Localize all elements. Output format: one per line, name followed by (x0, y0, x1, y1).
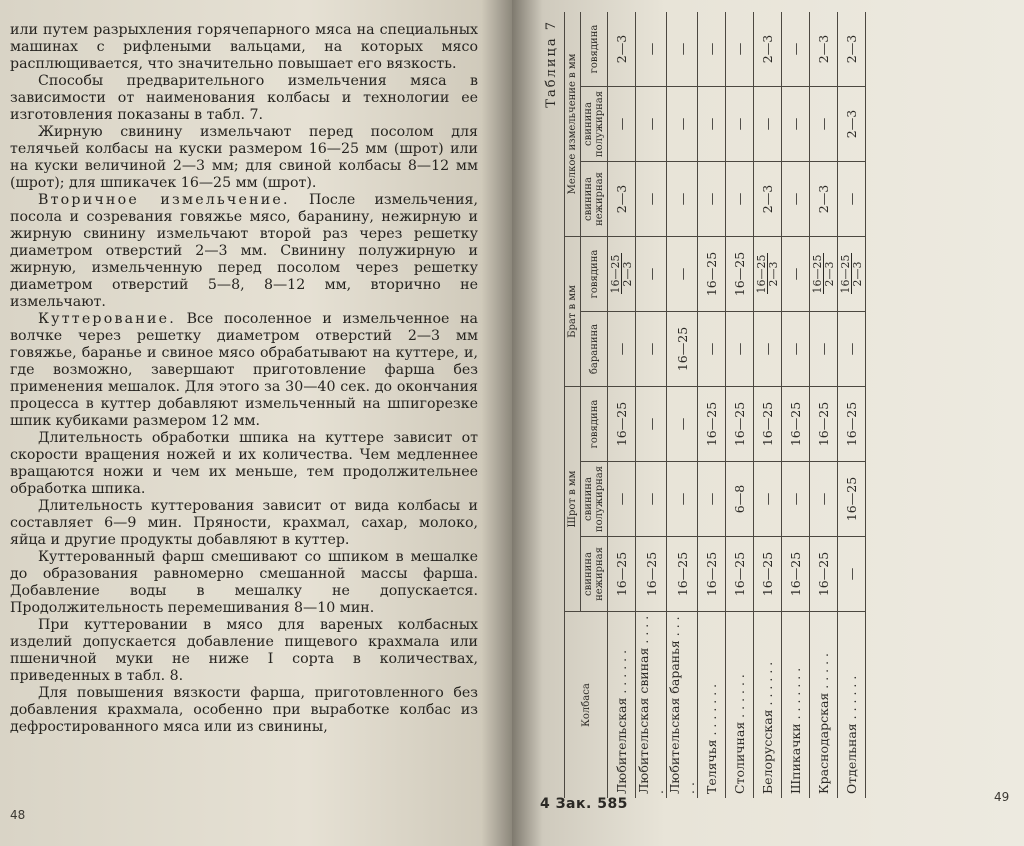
column-header: баранина (581, 312, 608, 387)
table-cell: — (754, 87, 782, 162)
col-header-sausage: Колбаса (565, 612, 608, 799)
table-7 (540, 12, 1002, 798)
table-caption: Таблица 7 (544, 20, 559, 108)
sausage-name: Любительская . . . . . . (608, 612, 636, 799)
table-cell: — (667, 462, 698, 537)
table-row (608, 12, 636, 798)
table-cell: 2—3 (608, 162, 636, 237)
table-cell: — (636, 387, 667, 462)
column-header: свинина нежирная (581, 537, 608, 612)
table-cell: 16—25 (838, 462, 866, 537)
table-cell: 16—25 (667, 537, 698, 612)
paragraph-text: Жирную свинину измельчают перед посолом для телячьей колбасы на куски размером 16—25 мм (шрот) или на куски величиной 2—3 мм; для свиной колбасы 8—12 мм (шрот); для шпикачек 16—25 мм (шрот). (10, 124, 478, 191)
table-cell: — (838, 312, 866, 387)
sausage-name: Белорусская . . . . . . (754, 612, 782, 799)
sausage-name: Столичная . . . . . . (726, 612, 754, 799)
table-cell: 16—25 (608, 387, 636, 462)
paragraph-lead: Куттерование. (38, 311, 176, 327)
table-cell: — (636, 162, 667, 237)
table-7-rotated (540, 12, 1002, 798)
table-cell: 16—25 (698, 237, 726, 312)
sausage-mincing-table (564, 12, 866, 798)
paragraph (10, 430, 478, 498)
column-header: говядина (581, 237, 608, 312)
sausage-name: Любительская баранья . . . . . (667, 612, 698, 799)
table-cell: 16—25 (754, 537, 782, 612)
table-row (754, 12, 782, 798)
table-cell: 16—25 (726, 387, 754, 462)
table-cell: — (698, 87, 726, 162)
table-cell: 2—3 (754, 162, 782, 237)
table-cell: 16—25 (810, 537, 838, 612)
table-cell: 16—25 (636, 537, 667, 612)
paragraph (10, 685, 478, 736)
table-cell: 6—8 (726, 462, 754, 537)
table-cell: 16—25 (782, 537, 810, 612)
group-header: Брат в мм (565, 237, 581, 387)
table-cell: — (754, 312, 782, 387)
table-cell: — (698, 162, 726, 237)
paragraph (10, 73, 478, 124)
paragraph (10, 124, 478, 192)
table-cell: — (608, 87, 636, 162)
table-cell: — (810, 87, 838, 162)
table-row (838, 12, 866, 798)
table-cell (754, 237, 782, 312)
table-cell: — (726, 87, 754, 162)
paragraph-text: После измельчения, посола и созревания говяжье мясо, баранину, нежирную и жирную свинину измельчают второй раз через решетку диаметром отверстий 2—3 мм. Свинину полужирную и жирную, измельченную перед посолом через решетку диаметром отверстий 5—8, 8—12 мм, вторично не измельчают. (10, 192, 478, 310)
paragraph-text: Способы предварительного измельчения мяса в зависимости от наименования колбасы и технологии ее изготовления показаны в табл. 7. (10, 73, 478, 123)
table-cell: — (636, 312, 667, 387)
table-cell: — (636, 237, 667, 312)
paragraph (10, 617, 478, 685)
table-row (698, 12, 726, 798)
table-cell: 16—25 (698, 387, 726, 462)
paragraph-text: Длительность куттерования зависит от вида колбасы и составляет 6—9 мин. Пряности, крахмал, сахар, молоко, яйца и другие продукты добавляют в куттер. (10, 498, 478, 548)
table-cell: — (754, 462, 782, 537)
paragraph (10, 549, 478, 617)
table-cell: 16—25 (608, 537, 636, 612)
table-cell: 16—25 (838, 387, 866, 462)
paragraph-text: Все посоленное и измельченное на волчке через решетку диаметром отверстий 2—3 мм говяжье, баранье и свиное мясо обрабатывают на куттере, и, где возможно, завершают приготовление фарша без применения мешалок. Для этого за 30—40 сек. до окончания процесса в куттер добавляют измельченный на шпигорезке шпик кубиками размером 12 мм. (10, 311, 478, 429)
table-cell: — (810, 462, 838, 537)
column-header: свинина полужирная (581, 87, 608, 162)
fraction-value: 16—25 2—3 (755, 254, 780, 294)
table-cell: 2—3 (608, 12, 636, 87)
table-cell: 2—3 (838, 87, 866, 162)
sausage-name: Телячья . . . . . . . (698, 612, 726, 799)
table-cell: 2—3 (838, 12, 866, 87)
right-page-number: 49 (994, 790, 1010, 804)
table-cell: — (698, 12, 726, 87)
table-cell: 16—25 (667, 312, 698, 387)
table-cell (810, 237, 838, 312)
table-cell: — (726, 12, 754, 87)
sausage-name: Краснодарская . . . . . (810, 612, 838, 799)
column-header: свинина полужирная (581, 462, 608, 537)
sausage-name: Отдельная . . . . . . (838, 612, 866, 799)
table-cell: — (667, 162, 698, 237)
table-cell: — (667, 87, 698, 162)
paragraph-text: Куттерованный фарш смешивают со шпиком в мешалке до образования равномерно смешанной массы фарша. Добавление воды в мешалку не допускается. Продолжительность перемешивания 8—10 мин. (10, 549, 478, 616)
table-cell: — (608, 312, 636, 387)
paragraph-text: При куттеровании в мясо для вареных колбасных изделий допускается добавление пищевого крахмала или пшеничной муки не ниже I сорта в количествах, приведенных в табл. 8. (10, 617, 478, 684)
table-cell: — (698, 462, 726, 537)
table-cell: — (667, 12, 698, 87)
table-cell: 2—3 (754, 12, 782, 87)
table-row (782, 12, 810, 798)
left-page-text (10, 22, 478, 736)
table-cell: — (667, 387, 698, 462)
table-cell: 2—3 (810, 162, 838, 237)
table-cell: 16—25 (698, 537, 726, 612)
table-cell: — (782, 312, 810, 387)
table-cell: — (636, 462, 667, 537)
paragraph (10, 498, 478, 549)
table-cell: 16—25 (726, 537, 754, 612)
table-cell: 16—25 (726, 237, 754, 312)
paragraph (10, 311, 478, 430)
table-cell: 2—3 (810, 12, 838, 87)
table-cell: — (782, 87, 810, 162)
group-header: Шрот в мм (565, 387, 581, 612)
table-row (667, 12, 698, 798)
table-cell: — (782, 162, 810, 237)
table-cell: — (698, 312, 726, 387)
table-cell: — (782, 12, 810, 87)
sausage-name: Любительская свиная . . . . . (636, 612, 667, 799)
table-cell: — (810, 312, 838, 387)
sausage-name: Шпикачки . . . . . . . (782, 612, 810, 799)
table-row (726, 12, 754, 798)
column-header: свинина нежирная (581, 162, 608, 237)
paragraph-text: или путем разрыхления горячепарного мяса на специальных машинах с рифлеными вальцами, на которых мясо расплющивается, что значительно повышает его вязкость. (10, 22, 478, 72)
left-page-number: 48 (10, 808, 26, 822)
fraction-value: 16—25 2—3 (811, 254, 836, 294)
table-row (636, 12, 667, 798)
fraction-value: 16—25 2—3 (609, 254, 634, 294)
table-cell: — (636, 12, 667, 87)
table-cell: — (782, 237, 810, 312)
table-cell: — (838, 537, 866, 612)
paragraph (10, 192, 478, 311)
paragraph-lead: Вторичное измельчение. (38, 192, 290, 208)
column-header: говядина (581, 12, 608, 87)
table-cell: 16—25 (754, 387, 782, 462)
table-cell: 16—25 (810, 387, 838, 462)
table-cell: — (838, 162, 866, 237)
paragraph-text: Длительность обработки шпика на куттере зависит от скорости вращения ножей и их количества. Чем медленнее вращаются ножи и чем их меньше, тем продолжительнее обработка шпика. (10, 430, 478, 497)
table-cell: — (636, 87, 667, 162)
table-cell (608, 237, 636, 312)
page-footer: 4 Зак. 585 (540, 796, 628, 812)
table-cell (838, 237, 866, 312)
group-header: Мелкое измельчение в мм (565, 12, 581, 237)
paragraph-text: Для повышения вязкости фарша, приготовленного без добавления крахмала, особенно при выработке колбас из дефростированного мяса или из свинины, (10, 685, 478, 735)
table-row (810, 12, 838, 798)
table-cell: — (782, 462, 810, 537)
table-cell: — (667, 237, 698, 312)
table-cell: — (726, 162, 754, 237)
column-header: говядина (581, 387, 608, 462)
fraction-value: 16—25 2—3 (839, 254, 864, 294)
paragraph (10, 22, 478, 73)
table-cell: 16—25 (782, 387, 810, 462)
table-cell: — (726, 312, 754, 387)
table-cell: — (608, 462, 636, 537)
